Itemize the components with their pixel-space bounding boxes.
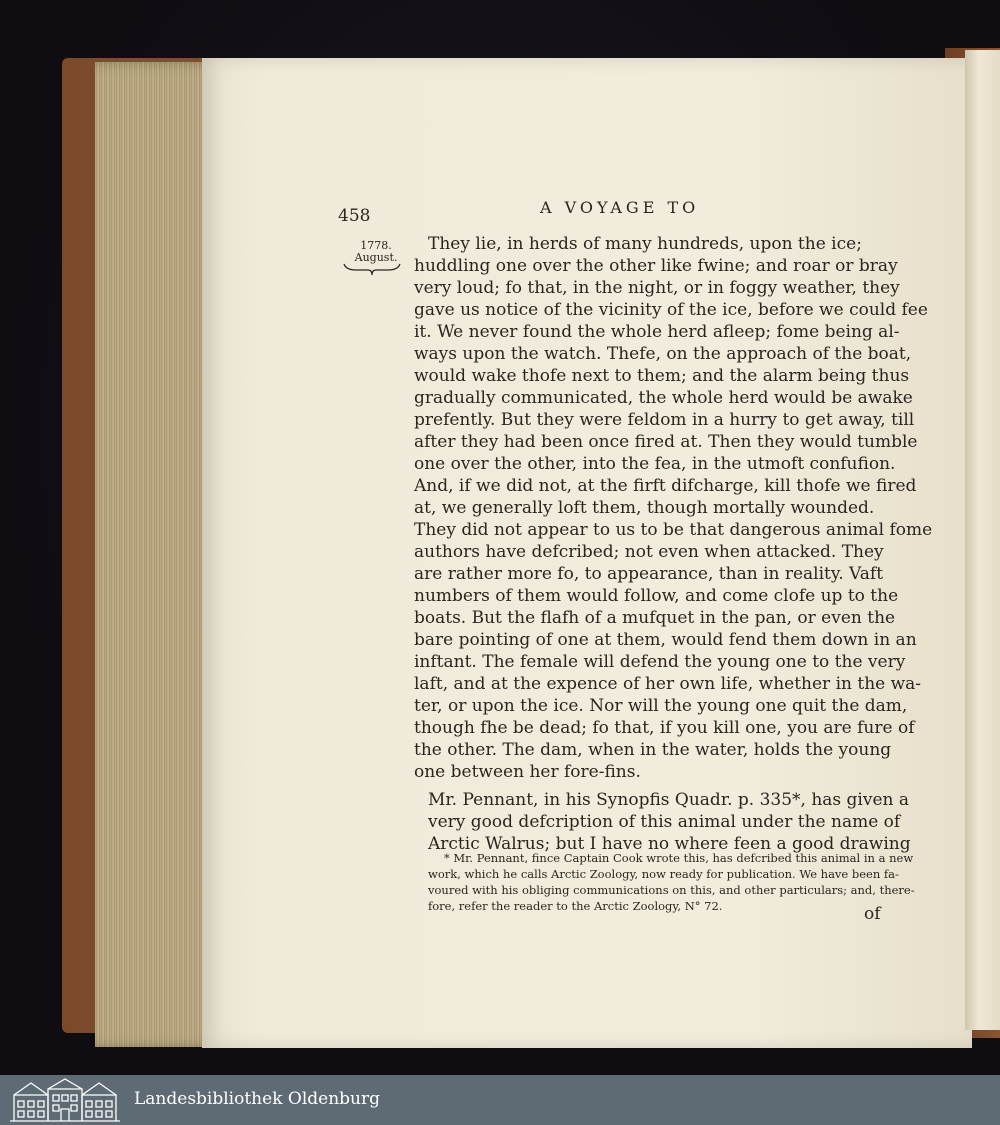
text-line: They did not appear to us to be that dangerous animal fome [414,520,933,540]
facing-page-edge [965,50,1000,1030]
running-head: A VOYAGE TO [540,198,700,217]
footnote-line: voured with his obliging communications on this, and other particulars; and, there- [428,883,915,897]
text-line: one between her fore-fins. [414,762,641,782]
text-line: boats. But the flafh of a mufquet in the pan, or even the [414,608,896,628]
text-line: Mr. Pennant, in his Synopfis Quadr. p. 335*, has given a [428,790,910,810]
text-line: bare pointing of one at them, would fend them down in an [414,630,917,650]
text-line: prefently. But they were feldom in a hurry to get away, till [414,410,915,430]
text-line: And, if we did not, at the firft difcharge, kill thofe we fired [414,476,917,496]
library-footer-bar [0,1075,1000,1125]
text-line: gave us notice of the vicinity of the ice, before we could fee [414,300,928,320]
margin-note-month: August. [354,251,398,264]
page-number: 458 [338,206,371,226]
library-building-icon [8,1077,122,1123]
text-line: inftant. The female will defend the young one to the very [414,652,906,672]
text-line: ways upon the watch. Thefe, on the approach of the boat, [414,344,912,364]
library-name[interactable]: Landesbibliothek Oldenburg [134,1089,381,1109]
text-line: huddling one over the other like fwine; and roar or bray [414,256,898,276]
text-line: would wake thofe next to them; and the alarm being thus [414,366,910,386]
margin-brace-icon [342,262,402,276]
text-line: laft, and at the expence of her own life, whether in the wa- [414,674,922,694]
text-line: numbers of them would follow, and come clofe up to the [414,586,899,606]
text-line: are rather more fo, to appearance, than in reality. Vaft [414,564,884,584]
catchword: of [864,904,881,924]
margin-note-year: 1778. [360,239,392,252]
text-line: ter, or upon the ice. Nor will the young one quit the dam, [414,696,908,716]
footnote-line: fore, refer the reader to the Arctic Zoology, N° 72. [428,899,723,913]
text-line: though fhe be dead; fo that, if you kill one, you are fure of [414,718,915,738]
text-line: the other. The dam, when in the water, holds the young [414,740,892,760]
text-line: after they had been once fired at. Then they would tumble [414,432,918,452]
footnote-line: * Mr. Pennant, fince Captain Cook wrote this, has defcribed this animal in a new [444,851,914,865]
text-line: They lie, in herds of many hundreds, upon the ice; [428,234,862,254]
text-line: Arctic Walrus; but I have no where feen a good drawing [428,834,911,854]
text-line: it. We never found the whole herd afleep; fome being al- [414,322,900,342]
text-line: at, we generally loft them, though mortally wounded. [414,498,875,518]
text-line: very loud; fo that, in the night, or in foggy weather, they [414,278,900,298]
text-line: very good defcription of this animal under the name of [428,812,901,832]
text-line: gradually communicated, the whole herd would be awake [414,388,913,408]
text-line: authors have defcribed; not even when attacked. They [414,542,884,562]
text-line: one over the other, into the fea, in the utmoft confufion. [414,454,896,474]
footnote-line: work, which he calls Arctic Zoology, now ready for publication. We have been fa- [428,867,899,881]
